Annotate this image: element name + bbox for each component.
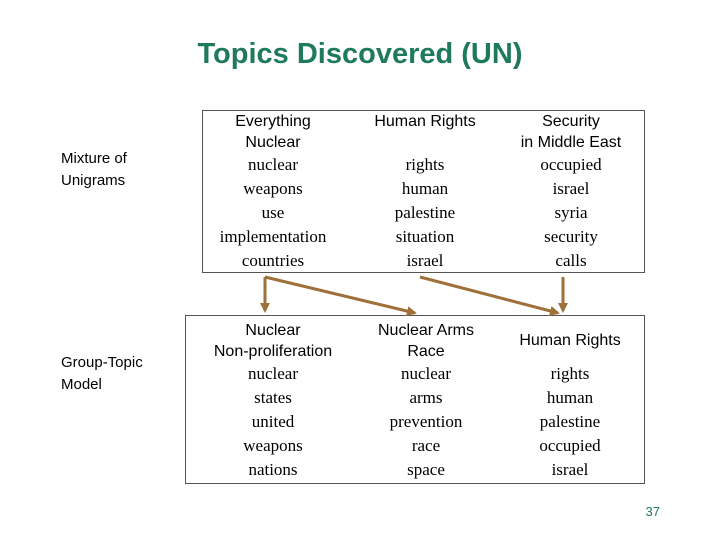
page-number: 37: [645, 504, 660, 519]
topic-heading-line: Security: [542, 113, 600, 130]
topic-word: implementation: [219, 227, 327, 246]
topic-word: countries: [241, 251, 305, 270]
topic-word: israel: [551, 460, 589, 479]
topic-word: nuclear: [400, 364, 452, 383]
slide-title: Topics Discovered (UN): [197, 38, 523, 70]
topic-word: palestine: [394, 203, 456, 222]
topic-heading-line: Human Rights: [374, 113, 476, 130]
topic-heading-line: Non-proliferation: [213, 343, 333, 360]
topic-word: occupied: [540, 155, 602, 174]
topic-word: rights: [405, 155, 445, 174]
topic-word: occupied: [539, 436, 601, 455]
topic-word: situation: [395, 227, 455, 246]
topic-word: nuclear: [247, 155, 299, 174]
topic-heading-line: Race: [407, 343, 445, 360]
topic-word: race: [411, 436, 441, 455]
topic-word: israel: [406, 251, 444, 270]
topic-word: human: [401, 179, 449, 198]
topic-word: united: [251, 412, 295, 431]
topic-word: nations: [248, 460, 298, 479]
topic-heading-line: Everything: [235, 113, 311, 130]
topic-word: space: [407, 460, 445, 479]
topic-word: human: [546, 388, 594, 407]
topic-heading-line: Human Rights: [519, 332, 621, 349]
row-label-line: Mixture of: [61, 150, 127, 167]
topic-heading-line: in Middle East: [520, 134, 622, 151]
topic-heading-line: Nuclear: [245, 134, 301, 151]
topic-word: states: [254, 388, 292, 407]
row-label-line: Unigrams: [61, 172, 126, 189]
row-label-line: Group-Topic: [61, 354, 143, 371]
arrow-everything-nuclear-to-arms-race: [265, 277, 415, 313]
topic-word: nuclear: [247, 364, 299, 383]
topic-word: prevention: [389, 412, 463, 431]
topic-word: weapons: [243, 436, 303, 455]
topic-word: use: [261, 203, 285, 222]
topic-word: calls: [555, 251, 587, 270]
topic-heading-line: Nuclear Arms: [377, 322, 475, 339]
topic-word: arms: [409, 388, 443, 407]
row-label-line: Model: [61, 376, 102, 393]
topic-word: syria: [554, 203, 588, 222]
arrow-human-rights-to-human-rights: [420, 277, 558, 313]
topic-word: rights: [550, 364, 590, 383]
topic-heading-line: Nuclear: [245, 322, 301, 339]
topic-word: security: [544, 227, 598, 246]
topic-word: palestine: [539, 412, 601, 431]
topic-word: israel: [552, 179, 590, 198]
topic-word: weapons: [243, 179, 303, 198]
